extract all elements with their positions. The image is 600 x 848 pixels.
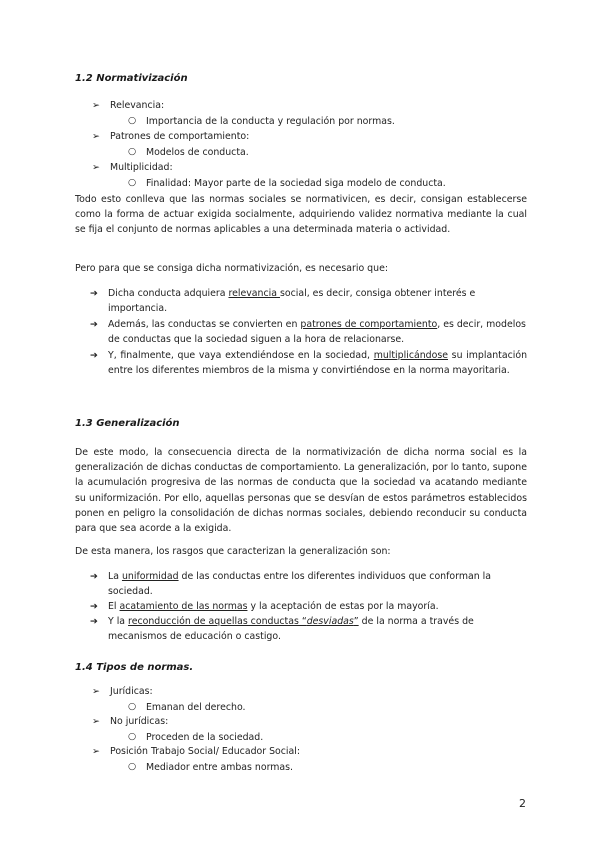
list-item: Finalidad: Mayor parte de la sociedad siga modelo de conducta. [146,178,446,189]
bullet-l2: ○ [128,115,137,126]
paragraph: Pero para que se consiga dicha normativización, es necesario que: [75,263,388,274]
bullet-l1: ➢ [92,686,100,697]
section-heading-normativizacion: 1.2 Normativización [75,73,188,84]
list-item: Jurídicas: [110,686,153,697]
arrow-item: Además, las conductas se convierten en patrones de comportamiento, es decir, modelos de conductas que la sociedad siguen a la hora de relacionarse. [108,319,526,346]
bullet-l1: ➢ [92,716,100,727]
arrow-bullet: ➔ [90,319,98,330]
list-item: Importancia de la conducta y regulación por normas. [146,116,395,127]
list-item: No jurídicas: [110,716,169,727]
section-heading-tipos: 1.4 Tipos de normas. [75,662,194,673]
arrow-item: Y la reconducción de aquellas conductas “desviadas” de la norma a través de mecanismos de educación o castigo. [108,616,474,643]
list-item: Posición Trabajo Social/ Educador Social: [110,746,301,757]
arrow-bullet: ➔ [90,601,98,612]
underlined-term: acatamiento de las normas [119,601,248,612]
bullet-l2: ○ [128,146,137,157]
bullet-l2: ○ [128,177,137,188]
paragraph: De esta manera, los rasgos que caracterizan la generalización son: [75,546,391,557]
arrow-item: La uniformidad de las conductas entre los diferentes individuos que conforman la sociedad. [108,571,491,598]
arrow-item: El acatamiento de las normas y la aceptación de estas por la mayoría. [108,601,439,612]
underlined-term: reconducción de aquellas conductas “ [128,616,307,627]
list-item: Multiplicidad: [110,162,173,173]
arrow-item: Dicha conducta adquiera relevancia social, es decir, consiga obtener interés e importancia. [108,288,476,315]
list-item: Relevancia: [110,100,165,111]
bullet-l1: ➢ [92,162,100,173]
section-heading-generalizacion: 1.3 Generalización [75,418,180,429]
list-item: Modelos de conducta. [146,147,249,158]
underlined-term: desviadas [306,616,354,627]
underlined-term: relevancia [228,288,280,299]
arrow-item: Y, finalmente, que vaya extendiéndose en la sociedad, multiplicándose su implantación entre los diferentes miembros de la misma y convirtiéndose en la norma mayoritaria. [108,350,528,377]
bullet-l1: ➢ [92,131,100,142]
bullet-l2: ○ [128,701,137,712]
paragraph: Todo esto conlleva que las normas sociales se normativicen, es decir, consigan establecerse como la forma de actuar exigida socialmente, adquiriendo validez normativa mediante la cual se fija el conjunto de normas aplicables a una determinada materia o actividad. [75,194,527,236]
list-item: Mediador entre ambas normas. [146,762,294,773]
list-item: Proceden de la sociedad. [146,732,264,743]
underlined-term: uniformidad [121,571,179,582]
underlined-term: patrones de comportamiento [300,319,438,330]
arrow-bullet: ➔ [90,350,98,361]
arrow-bullet: ➔ [90,616,98,627]
bullet-l1: ➢ [92,746,100,757]
list-item: Emanan del derecho. [146,702,246,713]
page-number: 2 [519,797,526,810]
underlined-term: multiplicándose [373,350,449,361]
bullet-l2: ○ [128,731,137,742]
bullet-l2: ○ [128,761,137,772]
arrow-bullet: ➔ [90,288,98,299]
paragraph: De este modo, la consecuencia directa de la normativización de dicha norma social es la generalización de dichas conductas de comportamiento. La generalización, por lo tanto, supone la acumulación progresiva de las normas de conducta que la sociedad va acatando mediante su uniformización. Por ello, aquellas personas que se desvían de estos parámetros establecidos ponen en peligro la consolidación de dichas normas sociales, debiendo reconducir su conducta para que sea acorde a la exigida. [75,447,527,535]
arrow-bullet: ➔ [90,571,98,582]
list-item: Patrones de comportamiento: [110,131,250,142]
bullet-l1: ➢ [92,100,100,111]
